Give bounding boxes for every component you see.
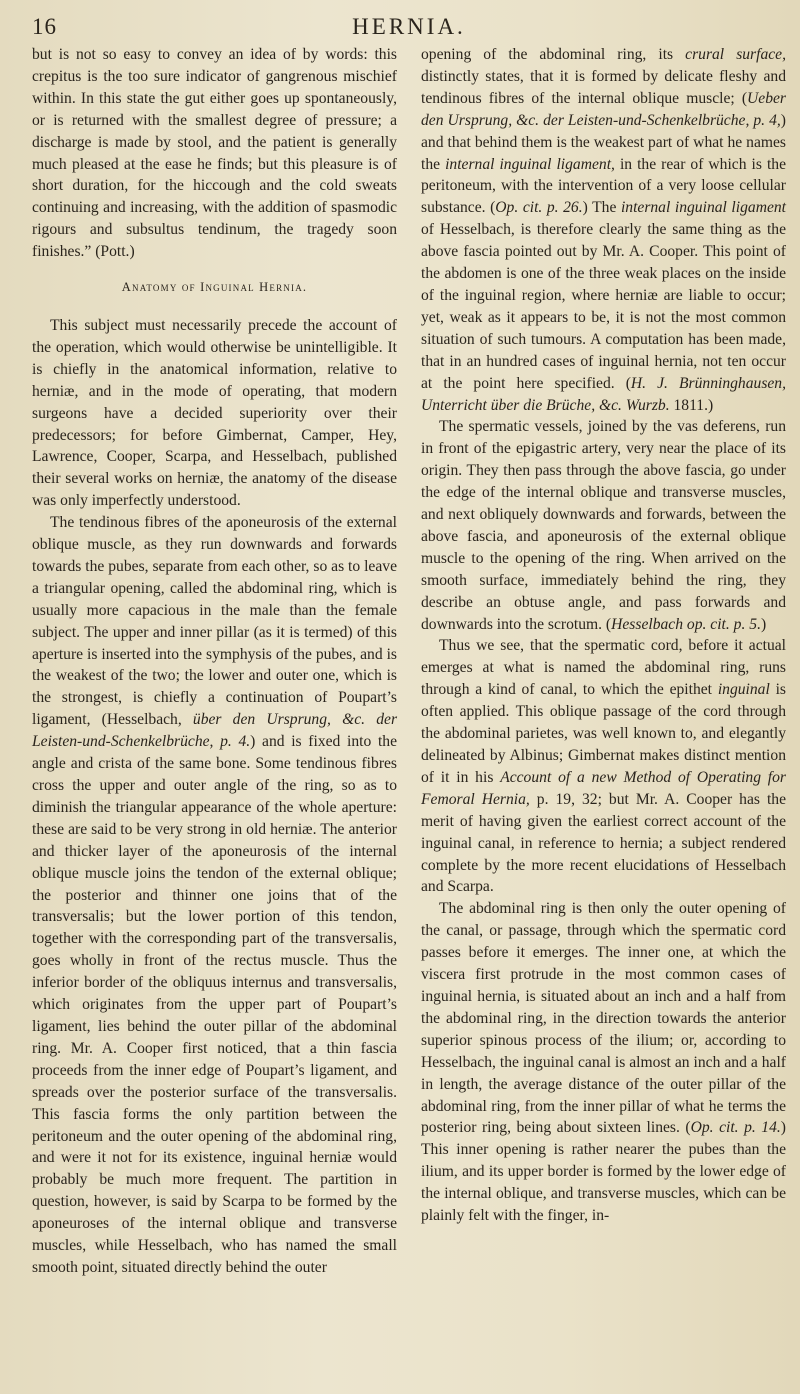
- text-run: The abdominal ring is then only the outer opening of the canal, or passage, through which the spermatic cord passes before it emerges. The inner one, at which the viscera first protrude in the most common cases of inguinal hernia, is situated about an inch and a half from the abdominal ring, in the direction towards the anterior superior spinous process of the ilium; or, according to Hesselbach, the inguinal canal is almost an inch and a half in length, the average distance of the outer pillar of the abdominal ring, from the inner pillar of what he terms the posterior ring, being about sixteen lines. (: [421, 900, 786, 1137]
- text-columns: [32, 44, 786, 1279]
- text-run: ): [760, 615, 767, 633]
- text-run: opening of the abdominal ring, its: [421, 46, 686, 63]
- paragraph-anatomy-intro: This subject must necessarily precede the account of the operation, which would otherwise be unintelligible. It is chiefly in the anatomical information, relative to herniæ, and in the mode of operating, that modern surgeons have a decided superiority over their predecessors; for before Gimbernat, Camper, Hey, Lawrence, Cooper, Scarpa, and Hesselbach, published their several works on herniæ, the anatomy of the disease was only imperfectly understood.: [32, 316, 397, 510]
- text-run: ) and that behind them is the weakest part of what he names the: [421, 111, 786, 173]
- text-run: The tendinous fibres of the aponeurosis of the external oblique muscle, as they run downwards and forwards towards the pubes, separate from each other, so as to leave a triangular opening, called the abdominal ring, which is usually more capacious in the male than the female subject. The upper and inner pillar (as it is termed) of this aperture is inserted into the symphysis of the pubes, and is the weakest of the two; the lower and outer one, which is the strongest, is chiefly a continuation of Poupart’s ligament, (Hesselbach,: [32, 514, 397, 729]
- text-run: is often applied. This oblique passage of the cord through the abdominal parietes, was well known to, and elegantly delineated by Albinus; Gimbernat makes distinct mention of it in his: [421, 681, 786, 786]
- text-run: in the rear of which is the peritoneum, with the intervention of a very loose cellular substance. (: [421, 155, 786, 217]
- paragraph-crural-surface: [421, 44, 786, 416]
- text-run: ) This inner opening is rather nearer the pubes than the ilium, and its upper border is formed by the lower edge of the internal oblique, and transverse muscles, which can be plainly felt with the finger, in-: [421, 1119, 786, 1225]
- term: internal inguinal ligament,: [445, 155, 615, 173]
- citation: Hesselbach op. cit. p. 5.: [611, 615, 761, 633]
- term: crural surface,: [685, 46, 786, 63]
- paragraph-spermatic-vessels: [421, 416, 786, 635]
- left-column: [32, 44, 397, 1279]
- citation: H. J. Brünninghausen, Unterricht über die Brüche, &c. Wurzb.: [421, 374, 787, 414]
- running-head: [32, 14, 786, 40]
- right-column: [421, 44, 786, 1279]
- term: inguinal: [717, 681, 770, 699]
- page-number: 16: [32, 14, 57, 39]
- citation: Op. cit. p. 26.: [495, 199, 583, 217]
- citation: Op. cit. p. 14.: [690, 1119, 781, 1137]
- text-run: The spermatic vessels, joined by the vas deferens, run in front of the epigastric artery, very near the place of its origin. They then pass through the above fascia, go under the edge of the internal oblique and transverse muscles, and next obliquely downwards and forwards, between the above fascia, and aponeurosis of the external oblique muscle to the opening of the ring. When arrived on the smooth surface, immediately behind the ring, they describe an obtuse angle, and pass forwards and downwards into the scrotum. (: [421, 418, 786, 633]
- section-heading: [32, 277, 397, 299]
- citation: Ueber den Ursprung, &c. der Leisten-und-Schenkelbrüche, p. 4,: [421, 89, 786, 129]
- running-title: HERNIA.: [352, 14, 466, 39]
- term: internal inguinal ligament: [620, 199, 787, 217]
- text-run: ) The: [582, 199, 621, 217]
- paragraph-abdominal-ring: [421, 898, 786, 1227]
- section-heading-title: Inguinal Hernia.: [200, 280, 308, 295]
- text-run: Thus we see, that the spermatic cord, before it actual emerges at what is named the abdominal ring, runs through a kind of canal, to which the epithet: [421, 637, 786, 699]
- text-run: 1811.): [669, 396, 714, 414]
- text-run: p. 19, 32; but Mr. A. Cooper has the merit of having given the earliest correct account of the inguinal canal, in reference to hernia; a subject rendered complete by the more recent elucidations of Hesselbach and Scarpa.: [421, 790, 787, 896]
- paragraph-tendinous-fibres: [32, 512, 397, 1279]
- book-title: Account of a new Method of Operating for Femoral Hernia,: [421, 768, 786, 808]
- paragraph-inguinal-canal: [421, 635, 786, 898]
- text-run: of Hesselbach, is therefore clearly the same thing as the above fascia pointed out by Mr. A. Cooper. This point of the abdomen is one of the three weak places on the inside of the inguinal region, where herniæ are liable to occur; yet, weak as it appears to be, it is not the most common situation of such tumours. A computation has been made, that in an hundred cases of inguinal hernia, not ten occur at the point here specified. (: [421, 221, 786, 392]
- text-run: distinctly states, that it is formed by delicate fleshy and tendinous fibres of the internal oblique muscle; (: [421, 67, 786, 107]
- text-run: ) and is fixed into the angle and crista of the same bone. Some tendinous fibres cross the upper and outer angle of the ring, so as to diminish the triangular appearance of the whole aperture: these are said to be very strong in old herniæ. The anterior and thicker layer of the aponeurosis of the internal oblique muscle joins the tendon of the external oblique; the posterior and thinner one joins that of the transversalis; but the lower portion of this tendon, together with the corresponding part of the transversalis, goes wholly in front of the rectus muscle. Thus the inferior border of the obliquus internus and transversalis, which originates from the upper part of Poupart’s ligament, lies behind the outer pillar of the abdominal ring. Mr. A. Cooper first noticed, that a thin fascia proceeds from the inner edge of Poupart’s ligament, and spreads over the posterior surface of the transversalis. This fascia forms the only partition between the peritoneum and the outer opening of the abdominal ring, and were it not for its existence, inguinal herniæ would probably be much more frequent. The partition in question, however, is said by Scarpa to be formed by the aponeuroses of the internal oblique and transverse muscles, while Hesselbach, who has named the small smooth point, situated directly behind the outer: [32, 733, 397, 1276]
- paragraph-crepitus: but is not so easy to convey an idea of by words: this crepitus is the too sure indicator of gangrenous mischief within. In this state the gut either goes up spontaneously, or is returned with the smallest degree of pressure; a discharge is made by stool, and the patient is generally much pleased at the ease he finds; but this pleasure is of short duration, for the hiccough and the cold sweats continuing and increasing, with the addition of spasmodic rigours and subsultus tendinum, the tragedy soon finishes.” (Pott.): [32, 46, 397, 261]
- section-heading-lead: Anatomy of: [121, 280, 196, 295]
- citation: über den Ursprung, &c. der Leisten-und-Schenkelbrüche, p. 4.: [32, 711, 398, 751]
